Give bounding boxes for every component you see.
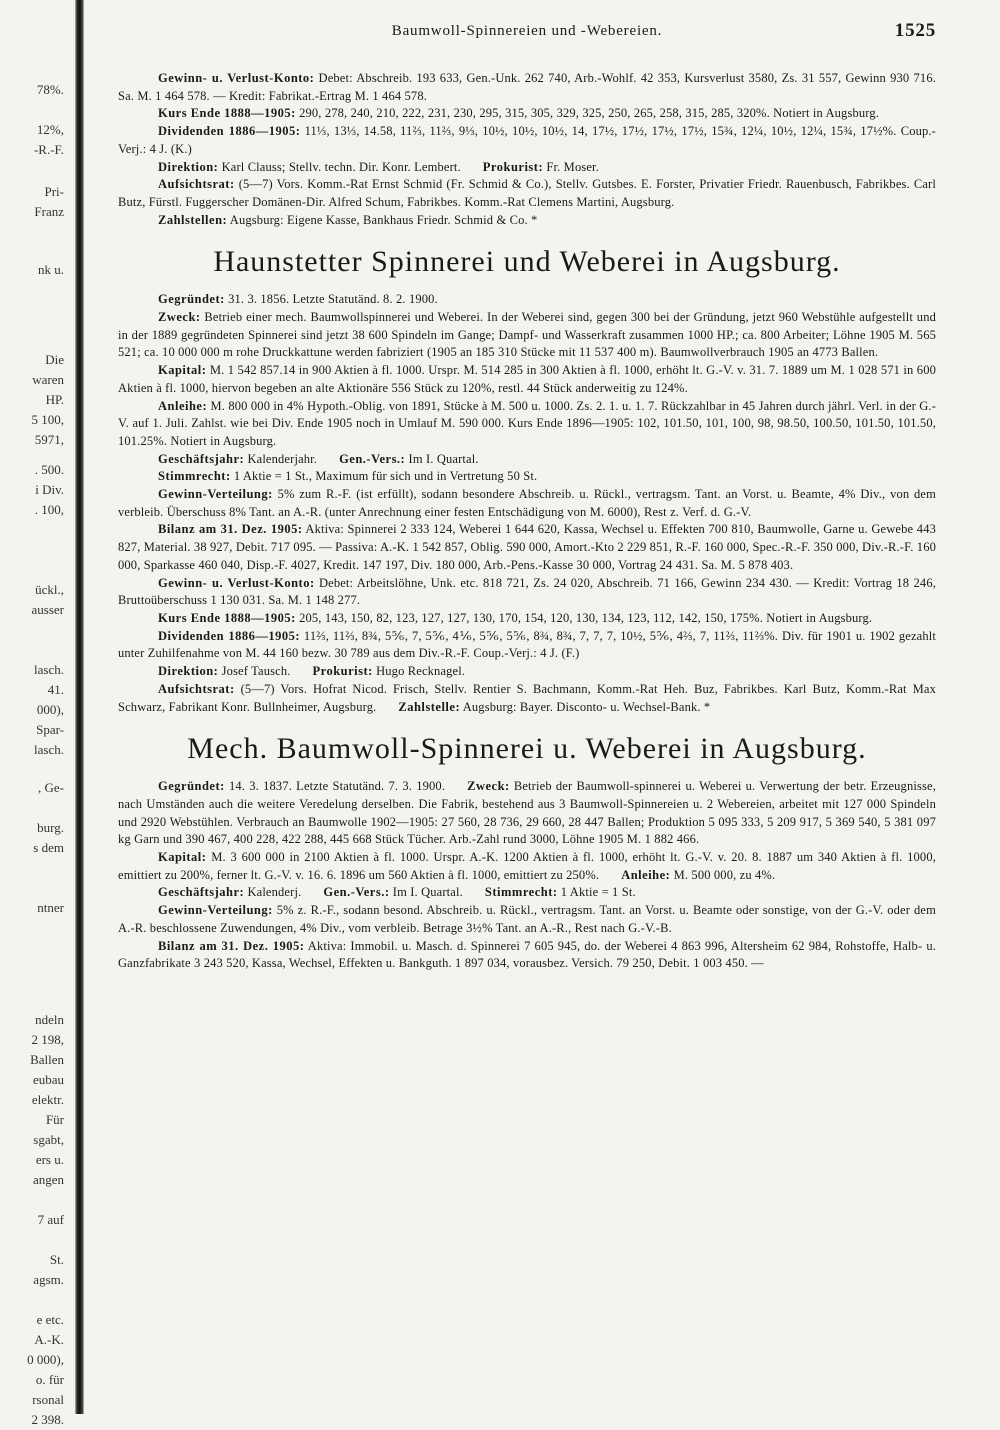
left-fragment: St. [49, 1252, 64, 1267]
entry-paragraph [118, 291, 936, 309]
entry-text: Im I. Quartal. [408, 451, 479, 466]
left-fragment: 5 100, [31, 412, 64, 427]
entry-key: Anleihe: [158, 398, 208, 413]
entry-text: Betrieb einer mech. Baumwollspinnerei und Weberei. In der Weberei sind, gegen 300 bei der Gründung, jetzt 960 Webstühle aufgestellt und in der 1889 gegründeten Spinnerei sind jetzt 38 600 Spindeln im Gange; Dampf- und Wasserkraft zusammen 1000 HP.; ca. 800 Arbeiter; Löhne 1905 M. 565 521; ca. 10 000 000 m rohe Druckkattune werden fabriziert (1905 an 185 310 Stücke mit 11 537 400 m). Baumwollverbrauch 1905 an 4773 Ballen. [118, 310, 936, 360]
left-column-fragments [0, 60, 70, 1427]
left-fragment: ers u. [35, 1152, 64, 1167]
entry-key: Zahlstellen: [158, 212, 228, 227]
entry-text: 1 Aktie = 1 St., Maximum für sich und in Vertretung 50 St. [233, 469, 538, 484]
entry-text: Debet: Arbeitslöhne, Unk. etc. 818 721, Zs. 24 020, Abschreib. 71 166, Gewinn 234 430. — Kredit: Vortrag 18 246, Bruttoüberschuss 1 130 031. Sa. M. 1 148 277. [118, 575, 937, 608]
left-fragment: angen [32, 1172, 64, 1187]
entry-paragraph [118, 176, 936, 211]
entry-key: Kurs Ende 1888—1905: [158, 106, 296, 121]
page-number: 1525 [894, 20, 936, 41]
page-content [118, 20, 936, 973]
entry-key: Gewinn-Verteilung: [158, 903, 273, 918]
entry-key: Bilanz am 31. Dez. 1905: [158, 938, 305, 953]
left-fragment: Die [45, 352, 64, 367]
left-fragment: 2 398. [31, 1412, 64, 1427]
left-fragment: 12%, [36, 122, 64, 137]
entry-paragraph [118, 884, 936, 902]
entry-text: 14. 3. 1837. Letzte Statutänd. 7. 3. 1900. [229, 779, 446, 794]
entry-text: Karl Clauss; Stellv. techn. Dir. Konr. Lembert. [221, 159, 461, 174]
entry-key: Prokurist: [482, 159, 544, 174]
left-fragment: 41. [47, 682, 64, 697]
entry-key: Zahlstelle: [398, 699, 461, 714]
entry-text: M. 500 000, zu 4%. [673, 867, 776, 882]
entry-text: Augsburg: Eigene Kasse, Bankhaus Friedr. Schmid & Co. * [229, 212, 538, 227]
left-fragment: Pri- [44, 184, 64, 199]
left-fragment: lasch. [34, 742, 64, 757]
entry-key: Dividenden 1886—1905: [158, 628, 301, 643]
entry-paragraph [118, 451, 936, 469]
entry-key: Kapital: [158, 850, 207, 865]
entry-key: Gegründet: [158, 292, 225, 307]
left-fragment: i Div. [35, 482, 64, 497]
entry-text: Aktiva: Immobil. u. Masch. d. Spinnerei 7 605 945, do. der Weberei 4 863 996, Altersheim 62 984, Rohstoffe, Halb- u. Ganzfabrikate 3 243 520, Kassa, Wechsel, Effekten u. Bankguth. 1 897 034, vorausbez. Versich. 79 250, Debit. 1 003 450. — [118, 938, 936, 971]
entry-text: 1 Aktie = 1 St. [560, 885, 636, 900]
left-fragment: Ballen [30, 1052, 64, 1067]
left-fragment: sgabt, [33, 1132, 64, 1147]
left-fragment: . 100, [34, 502, 64, 517]
left-fragment: eubau [32, 1072, 64, 1087]
entry-text: M. 800 000 in 4% Hypoth.-Oblig. von 1891, Stücke à M. 500 u. 1000. Zs. 2. 1. u. 1. 7. Rückzahlbar in 45 Jahren durch jährl. Verl. in der G.-V. auf 1. Juli. Zahlst. wie bei Div. Ende 1905 noch in Umlauf M. 590 000. Kurs Ende 1896—1905: 102, 101.50, 101, 100, 98, 98.50, 100.50, 101.50, 101.50, 101.25%. Notiert in Augsburg. [118, 398, 937, 448]
left-fragment: 2 198, [31, 1032, 64, 1047]
entry-key: Geschäftsjahr: [158, 885, 245, 900]
entry-text: Kalenderjahr. [247, 451, 318, 466]
mech-baumwoll-entries [118, 778, 936, 973]
continuation-entries [118, 70, 936, 229]
entry-key: Gen.-Vers.: [339, 451, 406, 466]
company-heading-haunstetter: Haunstetter Spinnerei und Weberei in Augsburg. [213, 245, 841, 279]
entry-text: 5% zum R.-F. (ist erfüllt), sodann besondere Abschreib. u. Rückl., vertragsm. Tant. an Vorst. u. Beamte, 4% Div., von dem verbleib. Überschuss 8% Tant. an A.-R. (unter Anrechnung einer festen Entschädigung von M. 6000), Rest z. Verf. d. G.-V. [118, 487, 936, 519]
left-fragment: burg. [37, 820, 64, 835]
left-fragment: o. für [35, 1372, 64, 1387]
entry-key: Aufsichtsrat: [158, 681, 235, 696]
entry-paragraph [118, 123, 936, 158]
entry-paragraph [118, 663, 936, 681]
left-fragment: Für [45, 1112, 64, 1127]
left-fragment: waren [32, 372, 64, 387]
entry-key: Anleihe: [621, 867, 671, 882]
left-fragment: 5971, [34, 432, 64, 447]
entry-paragraph [118, 610, 936, 628]
entry-paragraph [118, 521, 936, 574]
entry-text: M. 1 542 857.14 in 900 Aktien à fl. 1000. Urspr. M. 514 285 in 300 Aktien à fl. 1000, erhöht lt. G.-V. v. 31. 7. 1889 um M. 1 028 571 in 600 Aktien à fl. 1000, hiervon begeben an alte Aktionäre 556 Stück zu 120%, restl. 44 Stück anderweitig zu 124%. [118, 363, 937, 395]
left-fragment: 000), [36, 702, 64, 717]
entry-key: Kurs Ende 1888—1905: [158, 610, 296, 625]
entry-key: Gegründet: [158, 779, 225, 794]
entry-text: 11⅔, 11⅔, 8¾, 5⅚, 7, 5⅚, 4⅙, 5⅚, 5⅚, 8¾, 8¾, 7, 7, 7, 10½, 5⅚, 4⅔, 7, 11⅔, 11⅔%. Div. für 1901 u. 1902 gezahlt unter Zuhilfenahme von M. 44 160 bezw. 30 789 aus dem Div.-R.-F. Coup.-Verj.: 4 J. (F.) [118, 628, 936, 661]
entry-key: Stimmrecht: [158, 469, 231, 484]
entry-key: Gewinn- u. Verlust-Konto: [158, 575, 315, 590]
entry-key: Gewinn-Verteilung: [158, 487, 273, 502]
left-fragment: . 500. [34, 462, 64, 477]
entry-text: Kalenderj. [247, 885, 302, 900]
entry-text: 5% z. R.-F., sodann besond. Abschreib. u. Rückl., vertragsm. Tant. an Vorst. u. Beamte oder sonstige, von der G.-V. oder dem A.-R. beschlossene Zuwendungen, 4% Div., vom verbleib. Betrage 3½% Tant. an A.-R., Rest nach G.-V.-B. [118, 903, 936, 935]
entry-text: Hugo Recknagel. [376, 664, 466, 679]
entry-key: Gewinn- u. Verlust-Konto: [158, 71, 315, 85]
entry-key: Kapital: [158, 363, 207, 378]
entry-text: Aktiva: Spinnerei 2 333 124, Weberei 1 644 620, Kassa, Wechsel u. Effekten 700 810, Baumwolle, Garne u. Gewebe 443 827, Material. 38 927, Debit. 717 095. — Passiva: A.-K. 1 542 857, Oblig. 590 000, Amort.-Kto 2 229 851, R.-F. 160 000, Spec.-R.-F. 350 000, Div.-R.-F. 160 000, Sparkasse 460 040, Disp.-F. 4027, Kredit. 147 197, Div. 180 000, Arb.-Pens.-Kasse 30 000, Vortrag 24 431. Sa. M. 5 878 403. [118, 522, 936, 572]
entry-text: Im I. Quartal. [392, 885, 463, 900]
left-fragment: 78%. [36, 82, 64, 97]
left-fragment: ntner [37, 900, 64, 915]
entry-paragraph [118, 902, 936, 937]
entry-key: Prokurist: [312, 664, 373, 679]
left-fragment: ndeln [35, 1012, 64, 1027]
entry-text: M. 3 600 000 in 2100 Aktien à fl. 1000. Urspr. A.-K. 1200 Aktien à fl. 1000, erhöht lt. G.-V. v. 20. 8. 1887 um 340 Aktien à fl. 1000, emittiert zu 200%, ferner lt. G.-V. v. 16. 6. 1896 um 560 Aktien à fl. 1000, emittiert zu 250%. [118, 850, 936, 882]
left-fragment: 0 000), [27, 1352, 64, 1367]
haunstetter-entries [118, 291, 936, 716]
left-fragment: A.-K. [34, 1332, 64, 1347]
entry-key: Zweck: [158, 310, 201, 325]
entry-paragraph [118, 575, 936, 610]
left-fragment: 7 auf [37, 1212, 64, 1227]
entry-paragraph [118, 468, 936, 486]
entry-text: 205, 143, 150, 82, 123, 127, 127, 130, 170, 154, 120, 130, 134, 123, 112, 142, 150, 175%. Notiert in Augsburg. [299, 610, 873, 625]
entry-key: Direktion: [158, 159, 219, 174]
entry-paragraph [118, 938, 936, 973]
left-fragment: s dem [33, 840, 64, 855]
entry-key: Dividenden 1886—1905: [158, 124, 301, 139]
running-header [118, 20, 936, 46]
column-rule [75, 0, 84, 1414]
entry-paragraph [118, 362, 936, 397]
entry-paragraph [118, 628, 936, 663]
left-fragment: , Ge- [38, 780, 64, 795]
entry-paragraph [118, 849, 936, 884]
left-fragment: ückl., [35, 582, 64, 597]
entry-text: 290, 278, 240, 210, 222, 231, 230, 295, 315, 305, 329, 325, 250, 265, 258, 315, 285, 320%. Notiert in Augsburg. [299, 106, 880, 121]
entry-key: Aufsichtsrat: [158, 177, 235, 192]
entry-paragraph [118, 105, 936, 123]
entry-paragraph [118, 681, 936, 716]
entry-paragraph [118, 159, 936, 177]
entry-key: Direktion: [158, 664, 219, 679]
entry-key: Gen.-Vers.: [323, 885, 390, 900]
entry-text: Fr. Moser. [546, 159, 599, 174]
left-fragment: agsm. [33, 1272, 64, 1287]
entry-text: Betrieb der Baumwoll-spinnerei u. Weberei u. Verwertung der betr. Erzeugnisse, nach Umständen auch die weitere Veredelung derselben. Die Fabrik, bestehend aus 3 Baumwoll-Spinnereien u. 2 Webereien, arbeitet mit 127 000 Spindeln und 2920 Webstühlen. Verbrauch an Baumwolle 1902—1905: 27 560, 28 736, 29 660, 28 447 Ballen; Produktion 5 095 333, 5 209 917, 5 369 540, 5 381 097 kg Garn und 390 467, 400 228, 422 288, 445 668 Stück Tücher. Arb.-Zahl rund 3000, Löhne 1905 M. 1 882 466. [118, 779, 936, 847]
entry-key: Zweck: [467, 779, 510, 794]
entry-key: Geschäftsjahr: [158, 451, 245, 466]
entry-key: Bilanz am 31. Dez. 1905: [158, 522, 303, 537]
entry-key: Stimmrecht: [484, 885, 558, 900]
left-fragment: e etc. [36, 1312, 64, 1327]
entry-paragraph [118, 778, 936, 849]
entry-paragraph [118, 70, 936, 105]
entry-text: (5—7) Vors. Hofrat Nicod. Frisch, Stellv. Rentier S. Bachmann, Komm.-Rat Heh. Buz, Fabrikbes. Karl Butz, Komm.-Rat Max Schwarz, Fabrikant Konr. Bullnheimer, Augsburg. [118, 681, 936, 714]
left-fragment: nk u. [38, 262, 64, 277]
entry-paragraph [118, 309, 936, 362]
left-fragment: HP. [45, 392, 64, 407]
entry-text: (5—7) Vors. Komm.-Rat Ernst Schmid (Fr. Schmid & Co.), Stellv. Gutsbes. E. Forster, Privatier Friedr. Rauenbusch, Fabrikbes. Carl Butz, Fürstl. Fuggerscher Domänen-Dir. Alfred Schum, Fabrikbes. Komm.-Rat Clemens Martini, Augsburg. [118, 177, 936, 209]
left-fragment: lasch. [34, 662, 64, 677]
left-fragment: -R.-F. [33, 142, 64, 157]
entry-text: Josef Tausch. [221, 664, 291, 679]
entry-text: 11⅓, 13⅓, 14.58, 11⅔, 11⅔, 9⅓, 10½, 10½, 10½, 14, 17½, 17½, 17½, 17½, 15¾, 12¼, 10½, 12¼, 15¾, 17½%. Coup.-Verj.: 4 J. (K.) [118, 124, 936, 156]
entry-paragraph [118, 212, 936, 230]
entry-text: Augsburg: Bayer. Disconto- u. Wechsel-Bank. * [462, 699, 711, 714]
entry-text: 31. 3. 1856. Letzte Statutänd. 8. 2. 1900. [228, 292, 438, 307]
left-fragment: Spar- [36, 722, 64, 737]
left-fragment: elektr. [31, 1092, 64, 1107]
running-title: Baumwoll-Spinnereien und -Webereien. [391, 23, 663, 39]
left-fragment: ausser [31, 602, 64, 617]
entry-paragraph [118, 486, 936, 521]
company-heading-mech-baumwoll: Mech. Baumwoll-Spinnerei u. Weberei in Augsburg. [187, 732, 867, 766]
left-fragment: rsonal [32, 1392, 64, 1407]
entry-paragraph [118, 398, 936, 451]
left-fragment: Franz [34, 204, 64, 219]
entry-text: Debet: Abschreib. 193 633, Gen.-Unk. 262 740, Arb.-Wohlf. 42 353, Kursverlust 3580, Zs. 31 557, Gewinn 930 716. Sa. M. 1 464 578. — Kredit: Fabrikat.-Ertrag M. 1 464 578. [118, 71, 936, 103]
